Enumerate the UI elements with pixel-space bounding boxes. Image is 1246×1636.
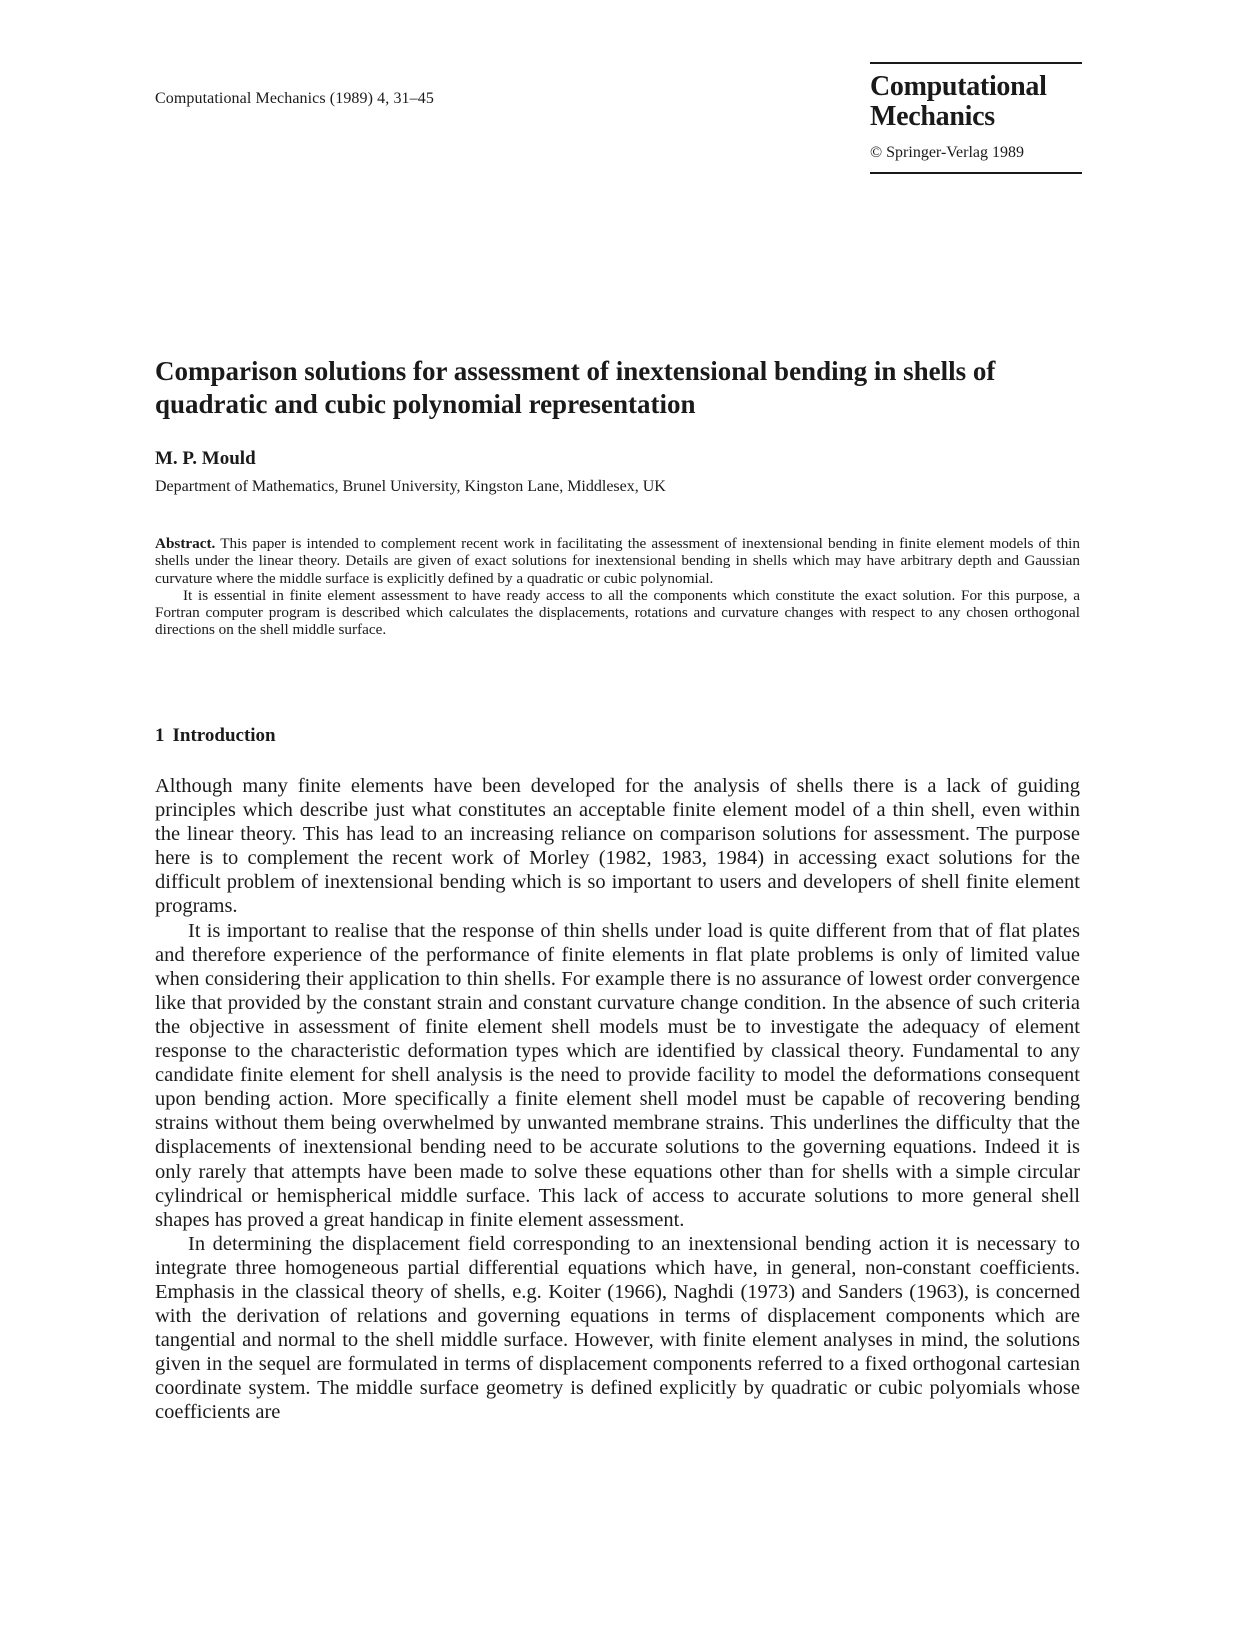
abstract-paragraph-1	[155, 535, 1080, 587]
masthead-bottom-rule	[870, 172, 1082, 174]
section-title: Introduction	[172, 725, 276, 746]
journal-name-line1: Computational	[870, 71, 1047, 102]
body-paragraph: In determining the displacement field corresponding to an inextensional bending action it is necessary to integrate three homogeneous partial differential equations which have, in general, non-constant coefficients. Emphasis in the classical theory of shells, e.g. Koiter (1966), Naghdi (1973) and Sanders (1963), is concerned with the derivation of relations and governing equations in terms of displacement components which are tangential and normal to the shell middle surface. However, with finite element analyses in mind, the solutions given in the sequel are formulated in terms of displacement components referred to a fixed orthogonal cartesian coordinate system. The middle surface geometry is defined explicitly by quadratic or cubic polyomials whose coefficients are	[155, 1232, 1080, 1424]
body-paragraph: It is important to realise that the response of thin shells under load is quite different from that of flat plates and therefore experience of the performance of finite elements in flat plate problems is only of limited value when considering their application to thin shells. For example there is no assurance of lowest order convergence like that provided by the constant strain and constant curvature change condition. In the absence of such criteria the objective in assessment of finite element shell models must be to investigate the adequacy of element response to the characteristic deformation types which are identified by classical theory. Fundamental to any candidate finite element for shell analysis is the need to provide facility to model the deformations consequent upon bending action. More specifically a finite element shell model must be capable of recovering bending strains without them being overwhelmed by unwanted membrane strains. This underlines the difficulty that the displacements of inextensional bending need to be accurate solutions to the governing equations. Indeed it is only rarely that attempts have been made to solve these equations other than for shells with a simple circular cylindrical or hemispherical middle surface. This lack of access to accurate solutions to more general shell shapes has proved a great handicap in finite element assessment.	[155, 919, 1080, 1231]
section-number: 1	[155, 725, 165, 746]
section-heading	[155, 725, 276, 747]
abstract	[155, 535, 1080, 639]
author-affiliation: Department of Mathematics, Brunel University, Kingston Lane, Middlesex, UK	[155, 478, 666, 495]
paper-title: Comparison solutions for assessment of inextensional bending in shells of quadratic and cubic polynomial representation	[155, 356, 996, 419]
journal-citation: Computational Mechanics (1989) 4, 31–45	[155, 90, 434, 107]
journal-masthead	[870, 62, 1082, 174]
masthead-top-rule	[870, 62, 1082, 64]
journal-name-line2: Mechanics	[870, 101, 995, 132]
abstract-paragraph-2: It is essential in finite element assessment to have ready access to all the components which constitute the exact solution. For this purpose, a Fortran computer program is described which calculates the displacements, rotations and curvature changes with respect to any chosen orthogonal directions on the shell middle surface.	[155, 586, 1080, 639]
abstract-text-1: This paper is intended to complement recent work in facilitating the assessment of inextensional bending in finite element models of thin shells under the linear theory. Details are given of exact solutions for inextensional bending in shells which may have arbitrary depth and Gaussian curvature where the middle surface is explicitly defined by a quadratic or cubic polynomial.	[155, 535, 1080, 587]
body-paragraph: Although many finite elements have been developed for the analysis of shells there is a lack of guiding principles which describe just what constitutes an acceptable finite element model of a thin shell, even within the linear theory. This has lead to an increasing reliance on comparison solutions for assessment. The purpose here is to complement the recent work of Morley (1982, 1983, 1984) in accessing exact solutions for the difficult problem of inextensional bending which is so important to users and developers of shell finite element programs.	[155, 775, 1080, 918]
section-body	[155, 774, 1080, 1425]
copyright-notice: © Springer-Verlag 1989	[870, 144, 1025, 161]
author-name: M. P. Mould	[155, 448, 256, 469]
abstract-label: Abstract.	[155, 535, 216, 552]
journal-name	[870, 72, 1082, 132]
